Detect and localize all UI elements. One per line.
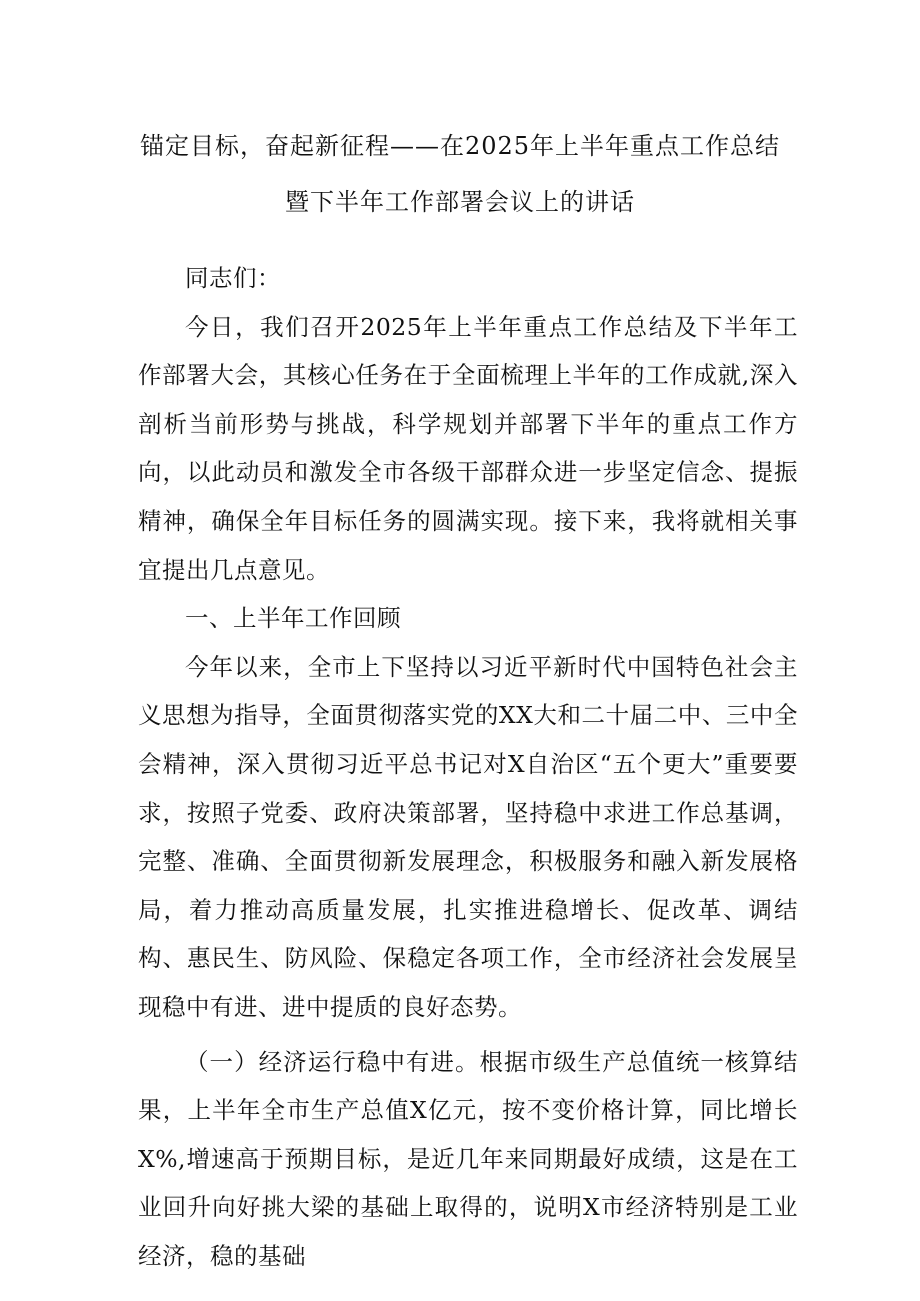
paragraph-intro: 今日，我们召开2025年上半年重点工作总结及下半年工作部署大会，其核心任务在于全面梳理上半年的工作成就,深入剖析当前形势与挑战，科学规划并部署下半年的重点工作方向，以此动员和激发全市各级干部群众进一步坚定信念、提振精神，确保全年目标任务的圆满实现。接下来，我将就相关事宜提出几点意见。 — [138, 312, 798, 584]
paragraph-review: 今年以来，全市上下坚持以习近平新时代中国特色社会主义思想为指导，全面贯彻落实党的XX大和二十届二中、三中全会精神，深入贯彻习近平总书记对X自治区“五个更大”重要要求，按照子党委、政府决策部署，坚持稳中求进工作总基调，完整、准确、全面贯彻新发展理念，积极服务和融入新发展格局，着力推动高质量发展，扎实推进稳增长、促改革、调结构、惠民生、防风险、保稳定各项工作，全市经济社会发展呈现稳中有进、进中提质的良好态势。 — [138, 652, 798, 1021]
document-body — [138, 254, 798, 1280]
document-title-line-2: 暨下半年工作部署会议上的讲话 — [285, 188, 635, 216]
section-heading-1: 一、上半年工作回顾 — [185, 604, 401, 633]
subsection-economy: （一）经济运行稳中有进。根据市级生产总值统一核算结果，上半年全市生产总值X亿元，按不变价格计算，同比增长X%,增速高于预期目标，是近几年来同期最好成绩，这是在工业回升向好挑大梁的基础上取得的，说明X市经济特别是工业经济，稳的基础 — [138, 1047, 798, 1270]
document-title-line-1: 锚定目标，奋起新征程——在2025年上半年重点工作总结 — [139, 132, 781, 160]
salutation: 同志们： — [185, 264, 281, 292]
